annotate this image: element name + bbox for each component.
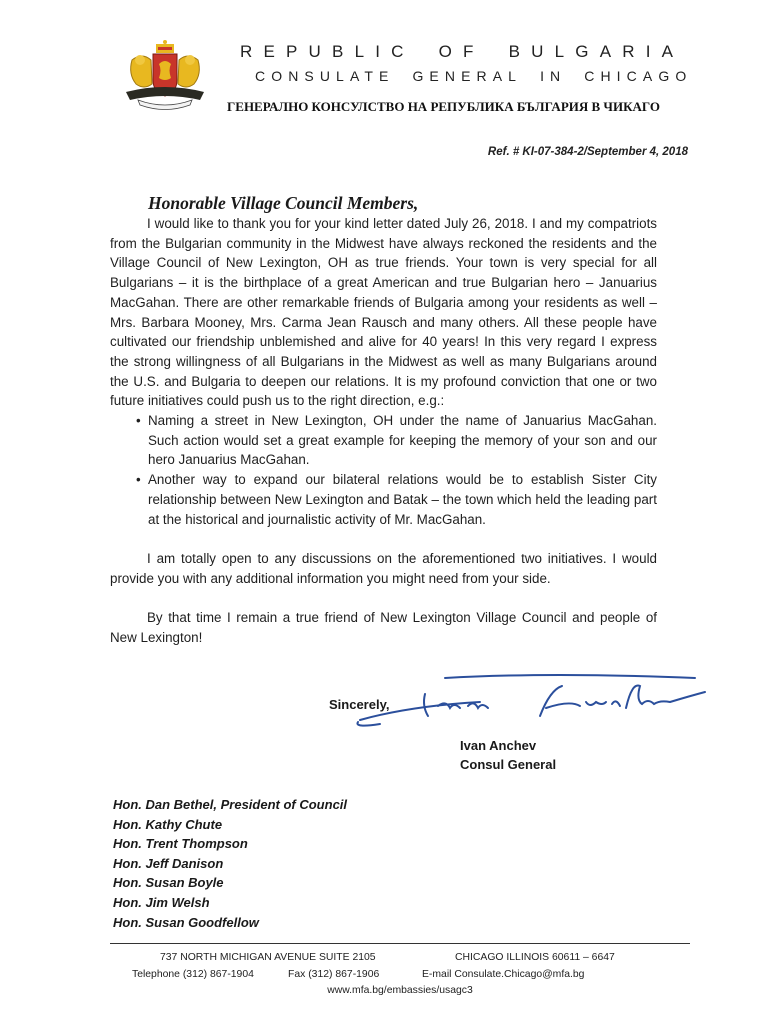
recipient: Hon. Susan Boyle xyxy=(113,875,224,891)
letter-body xyxy=(110,214,657,647)
footer-address-row xyxy=(110,950,690,967)
closing-label: Sincerely, xyxy=(329,697,390,712)
spacer xyxy=(110,529,657,549)
letterhead-word: BULGARIA xyxy=(508,42,685,61)
letterhead-word: REPUBLIC xyxy=(240,42,415,61)
footer-contact-row xyxy=(110,967,690,984)
letterhead-country xyxy=(240,42,684,62)
bullet-icon: • xyxy=(136,472,141,488)
signature-icon xyxy=(350,672,710,734)
footer-city: CHICAGO ILLINOIS 60611 – 6647 xyxy=(455,952,615,963)
footer xyxy=(110,950,690,1000)
footer-fax: Fax (312) 867-1906 xyxy=(288,968,380,980)
footer-divider xyxy=(110,943,690,944)
paragraph-1: I would like to thank you for your kind letter dated July 26, 2018. I and my compatriots from the Bulgarian community in the Midwest have always reckoned the residents and the Village Council of New Lexington, OH as true friends. Your town is very special for all Bulgarians – it is the birthplace of a great American and true Bulgarian hero – Januarius MacGahan. There are other remarkable friends of Bulgaria among your residents as well – Mrs. Barbara Mooney, Mrs. Carma Jean Rausch and many others. All these people have cultivated our friendship unblemished and alive for 40 years! In this very regard I express the strong willingness of all Bulgarians in the Midwest as well as many Bulgarians around the U.S. and Bulgaria to deepen our relations. It is my profound conviction that one or two future initiatives could push us to the right direction, e.g.: xyxy=(110,216,657,409)
letterhead-word: CHICAGO xyxy=(584,68,693,84)
footer-website[interactable]: www.mfa.bg/embassies/usagc3 xyxy=(327,985,473,996)
recipient: Hon. Susan Goodfellow xyxy=(113,914,259,930)
footer-website-row xyxy=(110,983,690,1000)
recipient: Hon. Jeff Danison xyxy=(113,855,224,871)
letterhead-consulate xyxy=(255,68,692,84)
letterhead-word: GENERAL xyxy=(412,68,523,84)
salutation: Honorable Village Council Members, xyxy=(148,193,419,213)
list-item-text: Naming a street in New Lexington, OH under the name of Januarius MacGahan. Such action would set a great example for keeping the memory of your son and our hero Januarius MacGahan. xyxy=(148,413,657,468)
letterhead-word: IN xyxy=(540,68,567,84)
spacer xyxy=(110,588,657,608)
footer-email[interactable]: E-mail Consulate.Chicago@mfa.bg xyxy=(422,968,585,980)
recipient: Hon. Trent Thompson xyxy=(113,836,248,852)
list-item xyxy=(110,470,657,529)
coat-of-arms-icon xyxy=(120,38,210,114)
paragraph-3: By that time I remain a true friend of New Lexington Village Council and people of New Lexington! xyxy=(110,610,657,645)
bullet-icon: • xyxy=(136,413,141,429)
recipient: Hon. Dan Bethel, President of Council xyxy=(113,797,348,812)
paragraph-2: I am totally open to any discussions on the aforementioned two initiatives. I would provide you with any additional information you might need from your side. xyxy=(110,550,657,586)
letterhead-word: OF xyxy=(438,42,485,61)
footer-address: 737 NORTH MICHIGAN AVENUE SUITE 2105 xyxy=(160,952,376,963)
initiatives-list xyxy=(110,411,657,529)
letterhead-cyrillic: ГЕНЕРАЛНО КОНСУЛСТВО НА РЕПУБЛИКА БЪЛГАРИЯ В ЧИКАГО xyxy=(227,99,660,114)
signer-title: Consul General xyxy=(460,757,557,772)
recipient: Hon. Kathy Chute xyxy=(113,816,223,832)
signer-name: Ivan Anchev xyxy=(460,738,537,753)
recipient: Hon. Jim Welsh xyxy=(113,894,210,910)
list-item-text: Another way to expand our bilateral relations would be to establish Sister City relationship between New Lexington and Batak – the town which held the leading part at the historical and journalistic activity of Mr. MacGahan. xyxy=(148,472,657,527)
list-item xyxy=(110,411,657,470)
footer-telephone: Telephone (312) 867-1904 xyxy=(132,968,254,980)
recipients-list xyxy=(113,795,347,932)
reference-number: Ref. # KI-07-384-2/September 4, 2018 xyxy=(487,146,688,158)
letterhead-word: CONSULATE xyxy=(255,68,395,84)
